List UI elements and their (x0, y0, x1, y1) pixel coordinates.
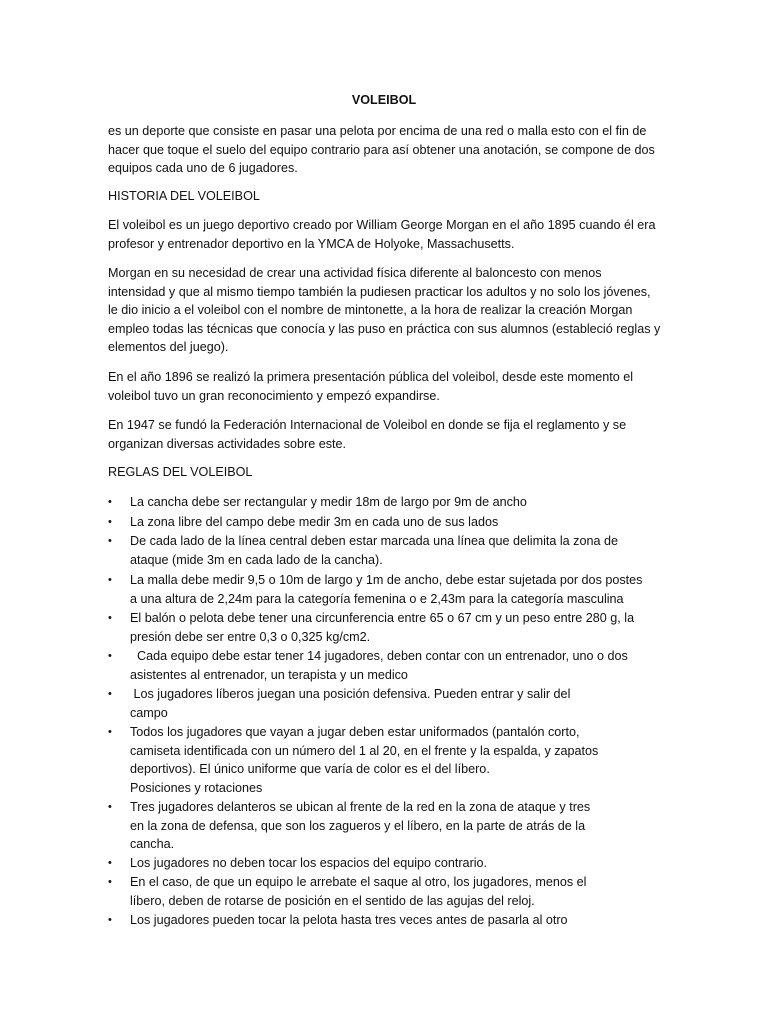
bullet-icon: • (108, 801, 112, 813)
list-item (108, 647, 670, 684)
paragraph-line: voleibol tuvo un gran reconocimiento y empezó expandirse. (108, 388, 440, 403)
list-item (108, 532, 670, 569)
paragraph-line: organizan diversas actividades sobre este. (108, 436, 347, 451)
list-item (108, 513, 670, 532)
list-item (108, 609, 670, 646)
rule-line: Los jugadores pueden tocar la pelota hasta tres veces antes de pasarla al otro (130, 913, 568, 927)
rule-line: Tres jugadores delanteros se ubican al frente de la red en la zona de ataque y tres (130, 800, 591, 814)
document-title: VOLEIBOL (351, 93, 417, 107)
paragraph-line: le dio inicio a el voleibol con el nombre de mintonette, a la hora de realizar la creación Morgan (108, 303, 633, 317)
rule-line: La cancha debe ser rectangular y medir 18m de largo por 9m de ancho (130, 495, 527, 509)
reglas-heading: REGLAS DEL VOLEIBOL (108, 465, 253, 479)
list-item (108, 493, 670, 512)
bullet-icon: • (108, 535, 112, 547)
bullet-icon: • (108, 914, 112, 926)
paragraph-line: elementos del juego). (108, 340, 229, 354)
list-item (108, 571, 670, 608)
rule-line: ataque (mide 3m en cada lado de la cancha). (130, 552, 383, 567)
rule-line: líbero, deben de rotarse de posición en el sentido de las agujas del reloj. (130, 893, 535, 908)
bullet-icon: • (108, 726, 112, 738)
paragraph-line: El voleibol es un juego deportivo creado por William George Morgan en el año 1895 cuando él era (108, 218, 656, 232)
paragraph-line: Morgan en su necesidad de crear una actividad física diferente al baloncesto con menos (108, 266, 602, 280)
rule-line: Cada equipo debe estar tener 14 jugadores, deben contar con un entrenador, uno o dos (130, 649, 628, 663)
rule-line: Los jugadores no deben tocar los espacios del equipo contrario. (130, 856, 488, 870)
list-item (108, 798, 670, 854)
rule-line: asistentes al entrenador, un terapista y un medico (130, 667, 408, 682)
list-item (108, 873, 670, 910)
bullet-icon: • (108, 876, 112, 888)
bullet-icon: • (108, 612, 112, 624)
intro-paragraph (108, 122, 668, 178)
historia-paragraph (108, 368, 668, 405)
paragraph-line: intensidad y que al mismo tiempo también la pudiesen practicar los adultos y no solo los jóvenes, (108, 284, 651, 299)
bullet-icon: • (108, 857, 112, 869)
intro-line: es un deporte que consiste en pasar una pelota por encima de una red o malla esto con el fin de (108, 124, 647, 138)
historia-paragraph (108, 416, 668, 453)
list-item (108, 723, 670, 797)
rule-line: Los jugadores líberos juegan una posición defensiva. Pueden entrar y salir del (130, 687, 571, 701)
historia-paragraph (108, 264, 668, 357)
bullet-icon: • (108, 650, 112, 662)
bullet-icon: • (108, 516, 112, 528)
rule-line: deportivos). El único uniforme que varía de color es el del líbero. (130, 762, 490, 776)
rule-line: Todos los jugadores que vayan a jugar deben estar uniformados (pantalón corto, (130, 725, 580, 739)
historia-heading: HISTORIA DEL VOLEIBOL (108, 189, 260, 203)
paragraph-line: profesor y entrenador deportivo en la YMCA de Holyoke, Massachusetts. (108, 236, 515, 251)
bullet-icon: • (108, 688, 112, 700)
paragraph-line: En 1947 se fundó la Federación Internacional de Voleibol en donde se fija el reglamento y se (108, 418, 627, 432)
list-item (108, 911, 670, 930)
rule-line: En el caso, de que un equipo le arrebate el saque al otro, los jugadores, menos el (130, 875, 587, 889)
rule-line: campo (130, 705, 168, 720)
rule-line: camiseta identificada con un número del 1 al 20, en el frente y la espalda, y zapatos (130, 743, 599, 758)
paragraph-line: empleo todas las técnicas que conocía y las puso en práctica con sus alumnos (estableció reglas y (108, 321, 661, 336)
intro-line: hacer que toque el suelo del equipo contrario para así obtener una anotación, se compone de dos (108, 142, 655, 157)
bullet-icon: • (108, 496, 112, 508)
rule-line: La zona libre del campo debe medir 3m en cada uno de sus lados (130, 515, 499, 529)
bullet-icon: • (108, 574, 112, 586)
rule-line: De cada lado de la línea central deben estar marcada una línea que delimita la zona de (130, 534, 618, 548)
rule-line: cancha. (130, 837, 175, 851)
rule-line: La malla debe medir 9,5 o 10m de largo y 1m de ancho, debe estar sujetada por dos postes (130, 573, 643, 587)
intro-line: equipos cada uno de 6 jugadores. (108, 161, 298, 175)
rule-line: presión debe ser entre 0,3 o 0,325 kg/cm2. (130, 629, 371, 644)
rule-line: a una altura de 2,24m para la categoría femenina o e 2,43m para la categoría masculina (130, 591, 624, 606)
historia-paragraph (108, 216, 668, 253)
rule-line: Posiciones y rotaciones (130, 780, 263, 795)
paragraph-line: En el año 1896 se realizó la primera presentación pública del voleibol, desde este momento el (108, 370, 634, 384)
list-item (108, 685, 670, 722)
list-item (108, 854, 670, 873)
rule-line: El balón o pelota debe tener una circunferencia entre 65 o 67 cm y un peso entre 280 g, la (130, 611, 635, 625)
rule-line: en la zona de defensa, que son los zagueros y el líbero, en la parte de atrás de la (130, 818, 586, 833)
